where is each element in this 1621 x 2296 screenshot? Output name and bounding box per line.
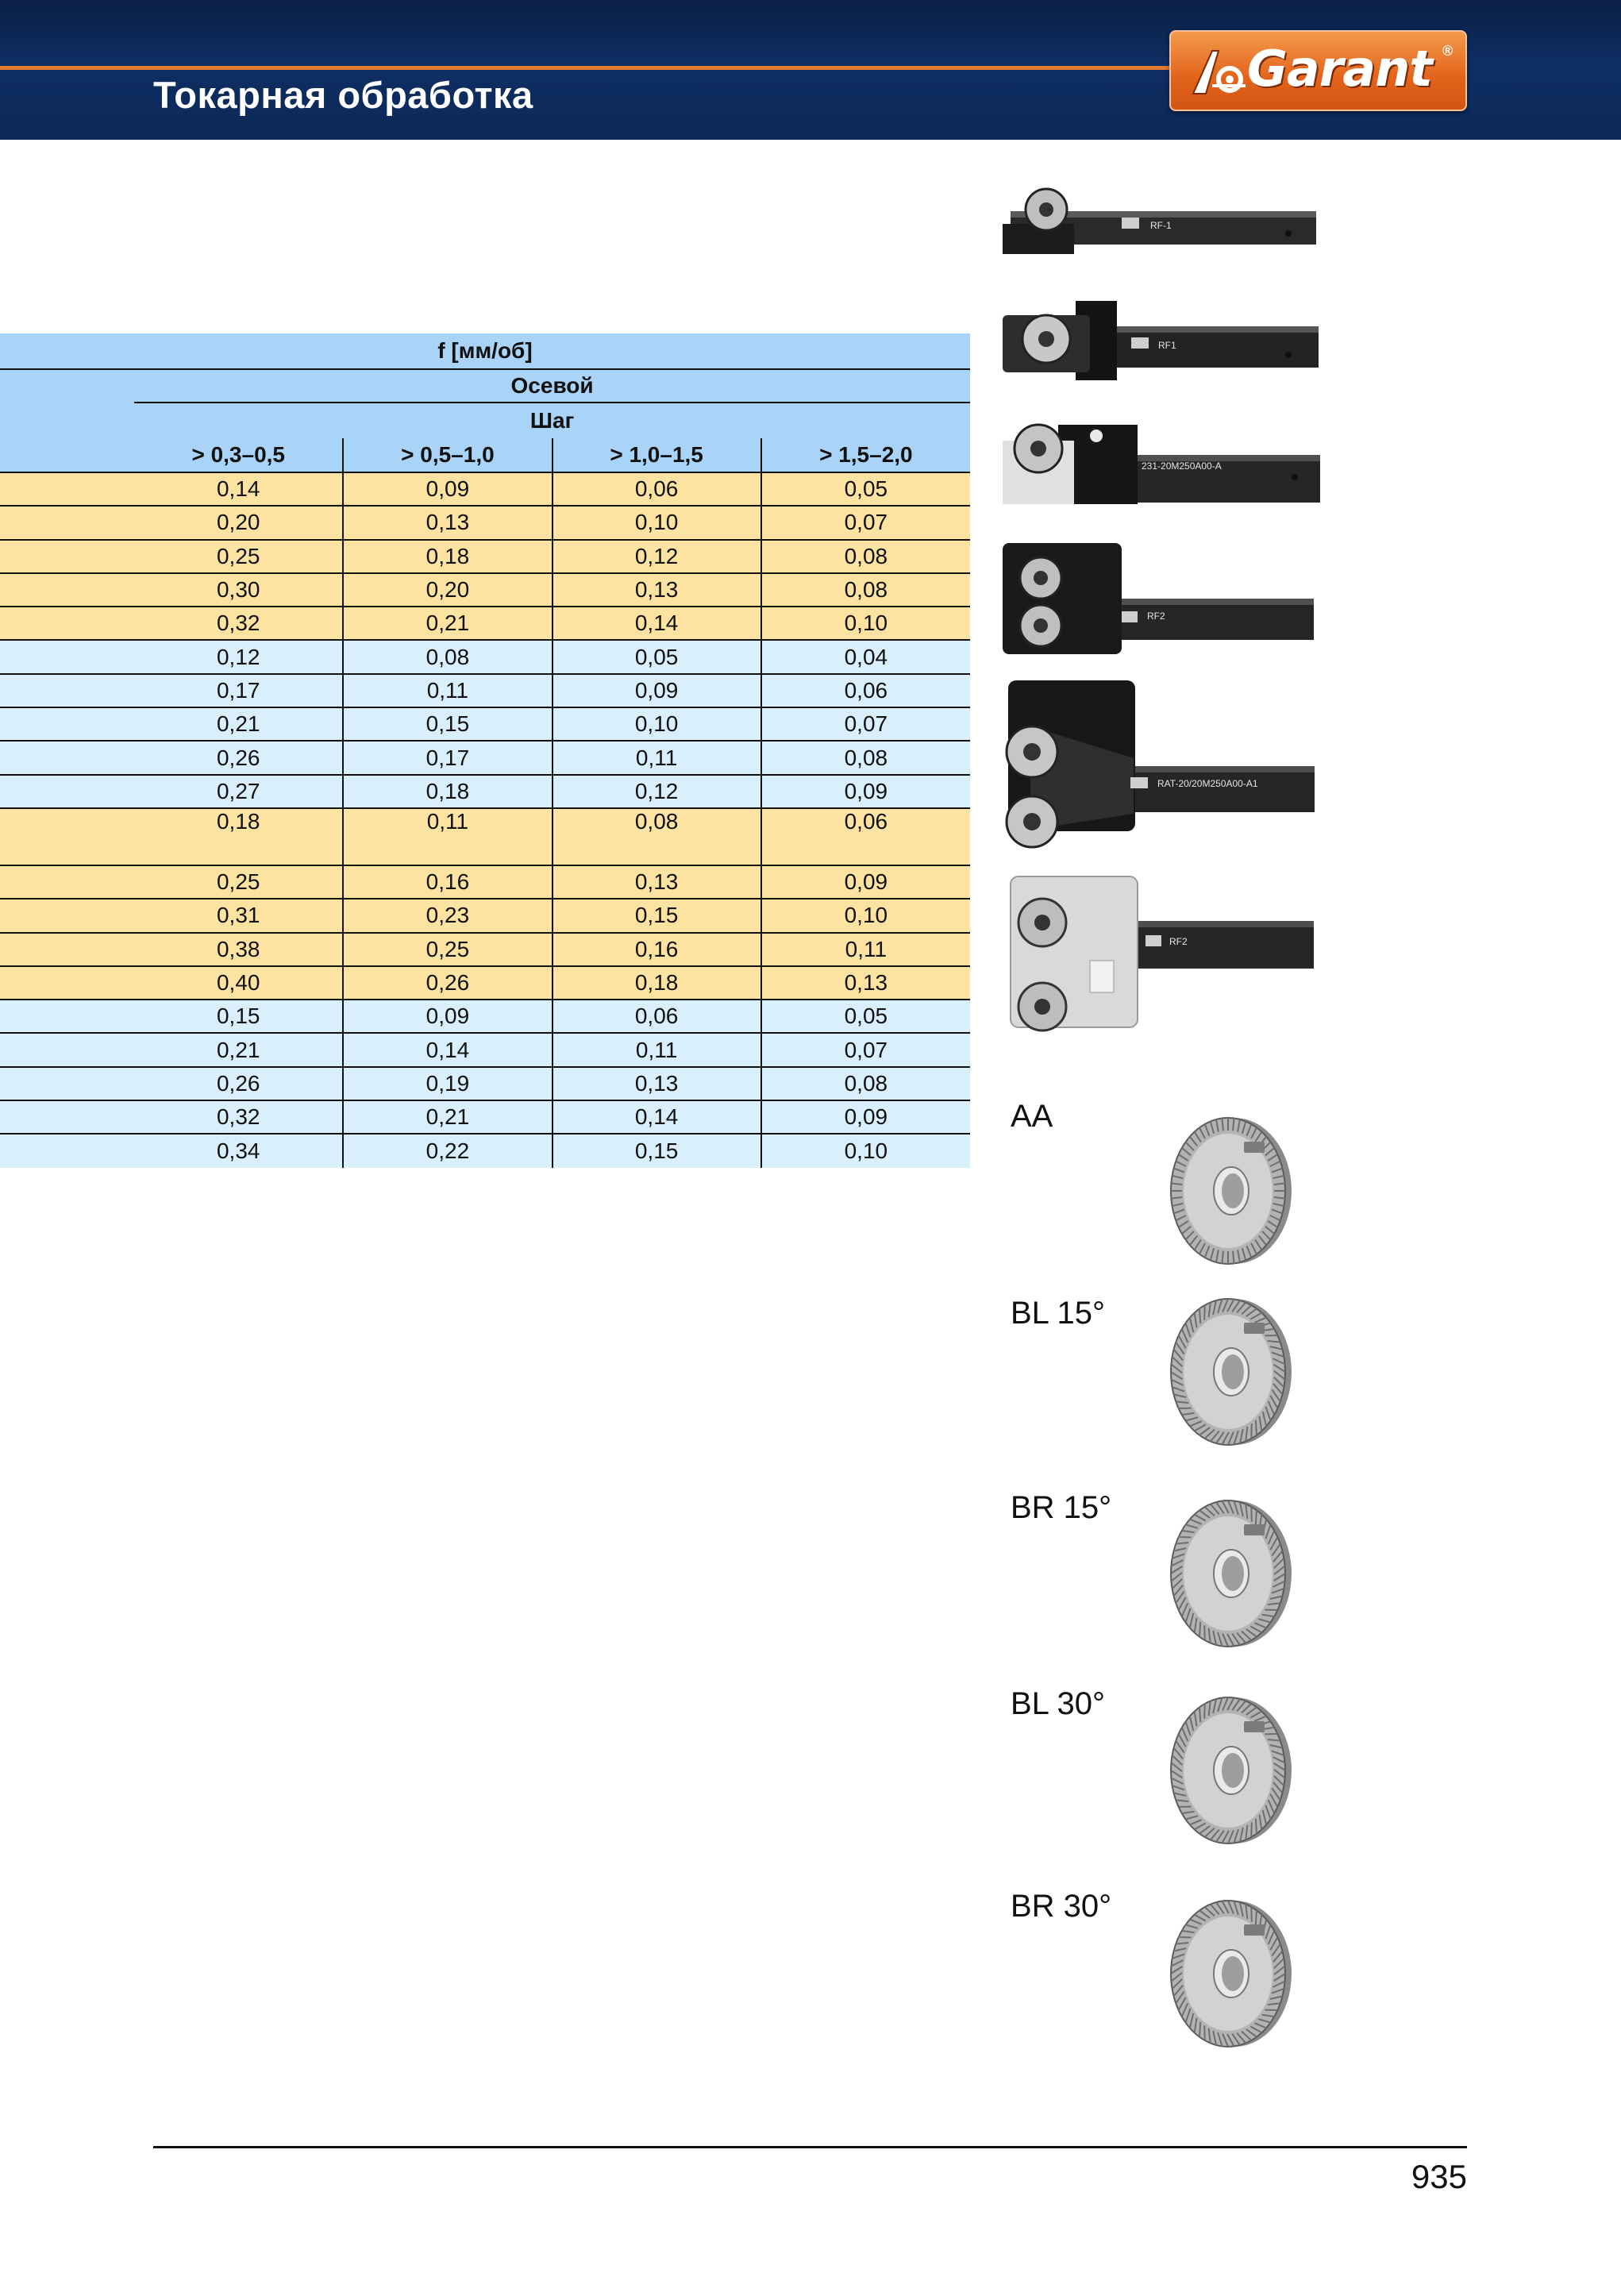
knurl-wheel-aa-icon (1161, 1111, 1296, 1270)
feed-value-cell: 0,08 (761, 540, 970, 573)
table-row (0, 472, 970, 506)
feed-value-cell: 0,15 (134, 1000, 343, 1033)
page-number: 935 (1411, 2158, 1467, 2195)
column-header: > 0,5–1,0 (343, 438, 552, 472)
feed-value-cell: 0,09 (761, 1100, 970, 1134)
feed-value-cell: 0,27 (134, 775, 343, 808)
feed-value-cell: 0,16 (553, 933, 761, 966)
feed-value-cell: 0,09 (553, 674, 761, 707)
table-row (0, 1100, 970, 1134)
tool-label: RF2 (1147, 611, 1165, 622)
feed-value-cell: 0,18 (553, 966, 761, 1000)
feed-value-cell: 0,26 (134, 741, 343, 774)
column-header: > 1,5–2,0 (761, 438, 970, 472)
table-row (0, 1134, 970, 1167)
pattern-label: BR 30° (1011, 1889, 1112, 1924)
row-label-cell (0, 933, 134, 966)
column-header: > 0,3–0,5 (134, 438, 343, 472)
table-row (0, 808, 970, 865)
table-row (0, 1067, 970, 1100)
feed-value-cell: 0,07 (761, 707, 970, 741)
feed-value-cell: 0,09 (761, 865, 970, 899)
row-label-cell (0, 1134, 134, 1167)
row-label-cell (0, 1100, 134, 1134)
table-row (0, 741, 970, 774)
feed-value-cell: 0,10 (761, 1134, 970, 1167)
feed-value-cell: 0,21 (343, 1100, 552, 1134)
pitch-header: Шаг (529, 408, 575, 433)
feed-value-cell: 0,05 (761, 1000, 970, 1033)
feed-value-cell: 0,15 (343, 707, 552, 741)
feed-value-cell: 0,17 (134, 674, 343, 707)
registered-mark: ® (1442, 43, 1454, 59)
feed-value-cell: 0,31 (134, 899, 343, 932)
row-label-cell (0, 506, 134, 539)
feed-value-cell: 0,08 (553, 808, 761, 865)
feed-value-cell: 0,09 (343, 472, 552, 506)
table-row (0, 506, 970, 539)
feed-value-cell: 0,05 (761, 472, 970, 506)
feed-value-cell: 0,06 (761, 808, 970, 865)
feed-value-cell: 0,10 (761, 899, 970, 932)
feed-value-cell: 0,11 (761, 933, 970, 966)
knurling-tool-rf1-block-photo (1003, 298, 1324, 389)
feed-value-cell: 0,13 (553, 1067, 761, 1100)
table-row (0, 966, 970, 1000)
axial-header: Осевой (134, 369, 970, 403)
feed-unit-header: f [мм/об] (0, 333, 970, 369)
feed-value-cell: 0,07 (761, 1033, 970, 1066)
feed-value-cell: 0,08 (343, 640, 552, 673)
feed-rate-table (0, 333, 970, 1168)
feed-value-cell: 0,32 (134, 607, 343, 640)
feed-value-cell: 0,11 (553, 1033, 761, 1066)
knurl-wheel-bl30-icon (1161, 1691, 1296, 1850)
garant-logo-mark-icon (1188, 46, 1252, 98)
feed-value-cell: 0,20 (134, 506, 343, 539)
knurling-tool-rf2-photo (1003, 538, 1316, 656)
table-row (0, 1033, 970, 1066)
column-header: > 1,0–1,5 (553, 438, 761, 472)
feed-value-cell: 0,21 (343, 607, 552, 640)
knurling-tool-rf2-large-photo (999, 679, 1316, 852)
table-row (0, 933, 970, 966)
table-row (0, 865, 970, 899)
feed-value-cell: 0,25 (343, 933, 552, 966)
feed-value-cell: 0,11 (553, 741, 761, 774)
pattern-label: BR 15° (1011, 1490, 1112, 1525)
feed-value-cell: 0,13 (343, 506, 552, 539)
feed-value-cell: 0,18 (343, 775, 552, 808)
feed-value-cell: 0,25 (134, 865, 343, 899)
table-row (0, 1000, 970, 1033)
feed-value-cell: 0,14 (343, 1033, 552, 1066)
feed-value-cell: 0,26 (134, 1067, 343, 1100)
feed-value-cell: 0,12 (553, 540, 761, 573)
tool-label: RF-1 (1150, 220, 1172, 231)
feed-value-cell: 0,11 (343, 808, 552, 865)
knurl-wheel-br30-icon (1161, 1894, 1296, 2053)
feed-value-cell: 0,20 (343, 573, 552, 607)
table-row (0, 573, 970, 607)
feed-value-cell: 0,10 (553, 506, 761, 539)
feed-value-cell: 0,14 (553, 607, 761, 640)
feed-value-cell: 0,19 (343, 1067, 552, 1100)
feed-value-cell: 0,14 (134, 472, 343, 506)
feed-value-cell: 0,21 (134, 1033, 343, 1066)
row-label-cell (0, 966, 134, 1000)
table-row (0, 899, 970, 932)
page-title: Токарная обработка (153, 74, 533, 116)
row-label-cell (0, 775, 134, 808)
feed-value-cell: 0,08 (761, 741, 970, 774)
row-label-cell (0, 1000, 134, 1033)
feed-value-cell: 0,06 (553, 472, 761, 506)
feed-value-cell: 0,34 (134, 1134, 343, 1167)
header-accent-line (0, 66, 1175, 70)
knurling-tool-rf1-photo (1003, 184, 1324, 257)
feed-value-cell: 0,30 (134, 573, 343, 607)
row-label-cell (0, 899, 134, 932)
feed-value-cell: 0,12 (134, 640, 343, 673)
feed-value-cell: 0,13 (761, 966, 970, 1000)
pattern-label: BL 30° (1011, 1686, 1106, 1721)
row-label-cell (0, 540, 134, 573)
feed-value-cell: 0,12 (553, 775, 761, 808)
pattern-label: BL 15° (1011, 1296, 1106, 1331)
feed-value-cell: 0,14 (553, 1100, 761, 1134)
tool-label: RF1 (1158, 340, 1176, 351)
row-label-cell (0, 808, 134, 865)
tool-label: RAT-20/20M250A00-A1 (1157, 778, 1258, 789)
table-row (0, 707, 970, 741)
table-row (0, 607, 970, 640)
pattern-label: AA (1011, 1099, 1053, 1134)
row-label-cell (0, 1033, 134, 1066)
tool-label: RF2 (1169, 936, 1188, 947)
row-label-cell (0, 573, 134, 607)
tool-label: 231-20M250A00-A (1142, 460, 1222, 472)
row-label-cell (0, 472, 134, 506)
table-row (0, 640, 970, 673)
feed-value-cell: 0,32 (134, 1100, 343, 1134)
knurling-tool-clamp-photo (1003, 417, 1324, 512)
table-row (0, 540, 970, 573)
row-label-cell (0, 865, 134, 899)
feed-value-cell: 0,17 (343, 741, 552, 774)
feed-value-cell: 0,13 (553, 573, 761, 607)
feed-value-cell: 0,04 (761, 640, 970, 673)
knurl-wheel-br15-icon (1161, 1494, 1296, 1653)
knurling-tool-rf2-silver-photo (1003, 873, 1316, 1038)
garant-logo (1169, 30, 1467, 111)
row-label-cell (0, 674, 134, 707)
feed-value-cell: 0,10 (761, 607, 970, 640)
feed-value-cell: 0,18 (343, 540, 552, 573)
feed-value-cell: 0,22 (343, 1134, 552, 1167)
row-label-cell (0, 1067, 134, 1100)
knurl-wheel-bl15-icon (1161, 1292, 1296, 1451)
feed-value-cell: 0,25 (134, 540, 343, 573)
feed-value-cell: 0,08 (761, 573, 970, 607)
feed-value-cell: 0,40 (134, 966, 343, 1000)
feed-value-cell: 0,15 (553, 1134, 761, 1167)
footer-rule (153, 2146, 1467, 2148)
feed-value-cell: 0,08 (761, 1067, 970, 1100)
row-label-cell (0, 640, 134, 673)
feed-value-cell: 0,06 (761, 674, 970, 707)
row-label-cell (0, 607, 134, 640)
row-label-cell (0, 707, 134, 741)
feed-value-cell: 0,09 (761, 775, 970, 808)
feed-value-cell: 0,09 (343, 1000, 552, 1033)
feed-value-cell: 0,06 (553, 1000, 761, 1033)
table-row (0, 674, 970, 707)
row-label-cell (0, 741, 134, 774)
feed-value-cell: 0,13 (553, 865, 761, 899)
feed-value-cell: 0,10 (553, 707, 761, 741)
table-row (0, 775, 970, 808)
feed-value-cell: 0,23 (343, 899, 552, 932)
feed-value-cell: 0,26 (343, 966, 552, 1000)
feed-value-cell: 0,07 (761, 506, 970, 539)
feed-value-cell: 0,38 (134, 933, 343, 966)
feed-value-cell: 0,11 (343, 674, 552, 707)
feed-value-cell: 0,18 (134, 808, 343, 865)
feed-value-cell: 0,21 (134, 707, 343, 741)
page-header-band (0, 0, 1621, 140)
feed-value-cell: 0,05 (553, 640, 761, 673)
garant-logo-text: Garant (1247, 40, 1432, 98)
feed-value-cell: 0,15 (553, 899, 761, 932)
feed-value-cell: 0,16 (343, 865, 552, 899)
